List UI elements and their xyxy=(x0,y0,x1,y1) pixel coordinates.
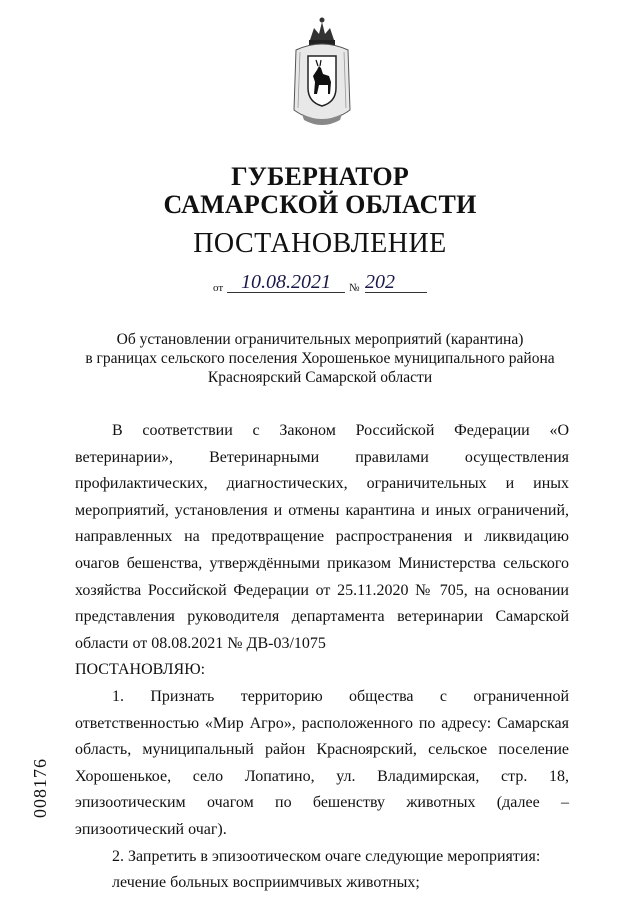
region-title: САМАРСКОЙ ОБЛАСТИ xyxy=(163,190,477,219)
item-2-paragraph: 2. Запретить в эпизоотическом очаге следующие мероприятия: xyxy=(112,847,541,865)
item-1-paragraph: 1. Признать территорию общества с ограниченной ответственностью «Мир Агро», расположенного по адресу: Самарская область, муниципальный район Красноярский, сельское поселение Хорошенькое, село Лопатино, ул. Владимирская, стр. 18, эпизоотическим очагом по бешенству животных (далее – эпизоотический очаг). xyxy=(75,687,569,838)
subject-line: Об установлении ограничительных мероприятий (карантина) xyxy=(116,331,524,348)
number-sign: № xyxy=(349,282,360,294)
subject-line: в границах сельского поселения Хорошенькое муниципального района xyxy=(85,350,555,367)
document-date: 10.08.2021 xyxy=(227,272,345,293)
preamble-paragraph: В соответствии с Законом Российской Федерации «О ветеринарии», Ветеринарными правилами осуществления профилактических, диагностических, ограничительных и иных мероприятий, установления и отмены карантина и иных ограничений, направленных на предотвращение распространения и ликвидацию очагов бешенства, утверждёнными приказом Министерства сельского хозяйства Российской Федерации от 25.11.2020 № 705, на основании представления руководителя департамента ветеринарии Самарской области от 08.08.2021 № ДВ-03/1075 xyxy=(75,422,569,652)
document-type-title: ПОСТАНОВЛЕНИЕ xyxy=(193,228,447,259)
samara-coat-of-arms-icon xyxy=(290,10,354,138)
item-2-subitem: лечение больных восприимчивых животных; xyxy=(112,874,420,892)
document-number: 202 xyxy=(365,272,427,293)
decree-word: ПОСТАНОВЛЯЮ: xyxy=(75,661,206,679)
side-serial-number: 008176 xyxy=(30,758,50,818)
subject-line: Красноярский Самарской области xyxy=(207,369,433,386)
document-body xyxy=(75,418,569,897)
document-subject xyxy=(0,330,640,387)
governor-title: ГУБЕРНАТОР xyxy=(231,162,409,191)
date-prefix: от xyxy=(213,282,224,294)
